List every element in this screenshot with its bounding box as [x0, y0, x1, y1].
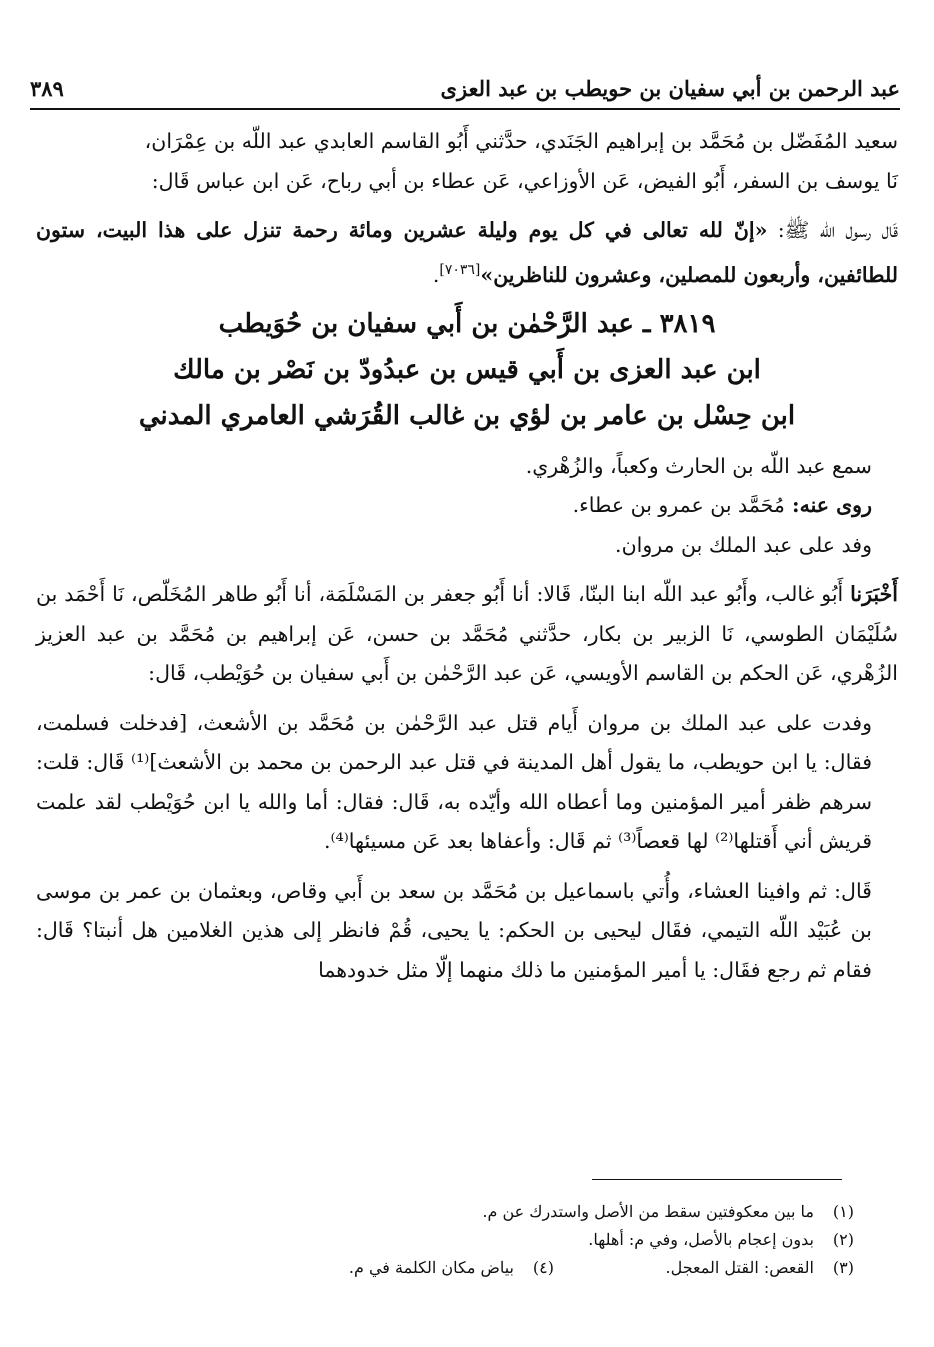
para-story-1: وفدت على عبد الملك بن مروان أَيام قتل عبد الرَّحْمٰن بن مُحَمَّد بن الأشعث، [فدخلت فسلمت، فقال: يا ابن حويطب، ما يقول أهل المدينة في قتل عبد الرحمن بن محمد بن الأشعث]⁽¹⁾ قَال: قلت: سرهم ظفر أمير المؤمنين وما أعطاه الله وأيّده به، قَال: فقال: أما والله يا ابن حُوَيْطب لقد علمت قريش أني أَقتلها⁽²⁾ لها قعصاً⁽³⁾ ثم قَال: وأعفاها بعد عَن مسيئها⁽⁴⁾. [36, 710, 872, 854]
footnotes [80, 1198, 854, 1282]
footnote-4-number: (٤) [532, 1258, 554, 1277]
footnote-1-text: ما بين معكوفتين سقط من الأصل واستدرك عن م. [482, 1202, 814, 1221]
footnote-2-number: (٢) [832, 1230, 854, 1249]
page-number: ٣٨٩ [30, 75, 64, 101]
isnad-text: أَبُو غالب، وأَبُو عبد اللّه ابنا البنّا، قَالا: أنا أَبُو جعفر بن المَسْلَمَة، أنا أَبُو طاهر المُخَلّص، نَا أَحْمَد بن سُلَيْمَان الطوسي، نَا الزبير بن بكار، حدَّثني مُحَمَّد بن حسن، عَن إبراهيم بن مُحَمَّد بن عبد العزيز الزُهْري، عَن الحكم بن القاسم الأويسي، عَن عبد الرَّحْمٰن بن أَبي سفيان بن حُوَيْطب، قَال: [36, 582, 898, 686]
para-heard: سمع عبد اللّه بن الحارث وكعباً، والزُهْري. [525, 453, 872, 478]
footnote-1 [80, 1198, 854, 1226]
akhbarana-label: أَخْبَرَنا [850, 582, 898, 607]
para-narrated [36, 486, 898, 526]
hadith-quote: «إنّ لله تعالى في كل يوم وليلة عشرين ومائة رحمة تنزل على هذا البيت، ستون للطائفين، وأربعون للمصلين، وعشرون للناظرين» [36, 218, 898, 287]
para-isnad-intro [36, 122, 898, 201]
title-line-1: ٣٨١٩ ـ عبد الرَّحْمٰن بن أَبي سفيان بن حُوَيطب [218, 308, 716, 339]
footnote-2 [80, 1226, 854, 1254]
para-visited: وفد على عبد الملك بن مروان. [615, 532, 872, 557]
footnote-4 [254, 1254, 554, 1282]
footnote-2-text: بدون إعجام بالأصل، وفي م: أهلها. [588, 1230, 814, 1249]
hadith-ref: [٧٠٣٦] [439, 261, 481, 278]
footnote-3-number: (٣) [832, 1258, 854, 1277]
entry-title [36, 301, 898, 439]
para-isnad [36, 575, 898, 694]
narrated-label: روى عنه: [784, 493, 872, 518]
header-rule [30, 108, 900, 110]
footnote-3-text: القعص: القتل المعجل. [665, 1258, 814, 1277]
title-line-3: ابن حِسْل بن عامر بن لؤي بن غالب القُرَشي العامري المدني [138, 400, 796, 431]
main-text [36, 122, 898, 990]
footnote-4-text: بياض مكان الكلمة في م. [348, 1258, 514, 1277]
title-line-2: ابن عبد العزى بن أَبي قيس بن عبدُودّ بن نَصْر بن مالك [173, 354, 761, 385]
para-hadith [36, 211, 898, 295]
hadith-end: . [432, 262, 440, 287]
footnote-3 [554, 1254, 854, 1282]
running-title: عبد الرحمن بن أبي سفيان بن حويطب بن عبد العزى [440, 75, 900, 101]
narrated-text: مُحَمَّد بن عمرو بن عطاء. [572, 493, 785, 518]
footnote-3-4-row [80, 1254, 854, 1282]
line-2: نَا يوسف بن السفر، أَبُو الفيض، عَن الأوزاعي، عَن عطاء بن أبي رباح، عَن ابن عباس قَال: [151, 168, 898, 193]
line-1: سعيد المُفَضّل بن مُحَمَّد بن إبراهيم الجَنَدي، حدَّثني أَبُو القاسم العابدي عبد اللّه بن عِمْرَان، [144, 129, 898, 153]
para-story-2: قَال: ثم وافينا العشاء، وأُتي باسماعيل بن مُحَمَّد بن سعد بن أَبي وقاص، وبعثمان بن عمر بن موسى بن عُبَيْد اللّه التيمي، فقَال ليحيى بن الحكم: يا يحيى، قُمْ فانظر إلى هذين الغلامين هل أنبتا؟ قَال: فقام ثم رجع فقَال: يا أمير المؤمنين ما ذلك منهما إلّا مثل خدودهما [36, 878, 872, 982]
hadith-lead: قَال رسول الله ﷺ: [767, 218, 898, 242]
footnote-rule [592, 1179, 842, 1180]
page-header [30, 70, 900, 106]
footnote-1-number: (١) [832, 1202, 854, 1221]
